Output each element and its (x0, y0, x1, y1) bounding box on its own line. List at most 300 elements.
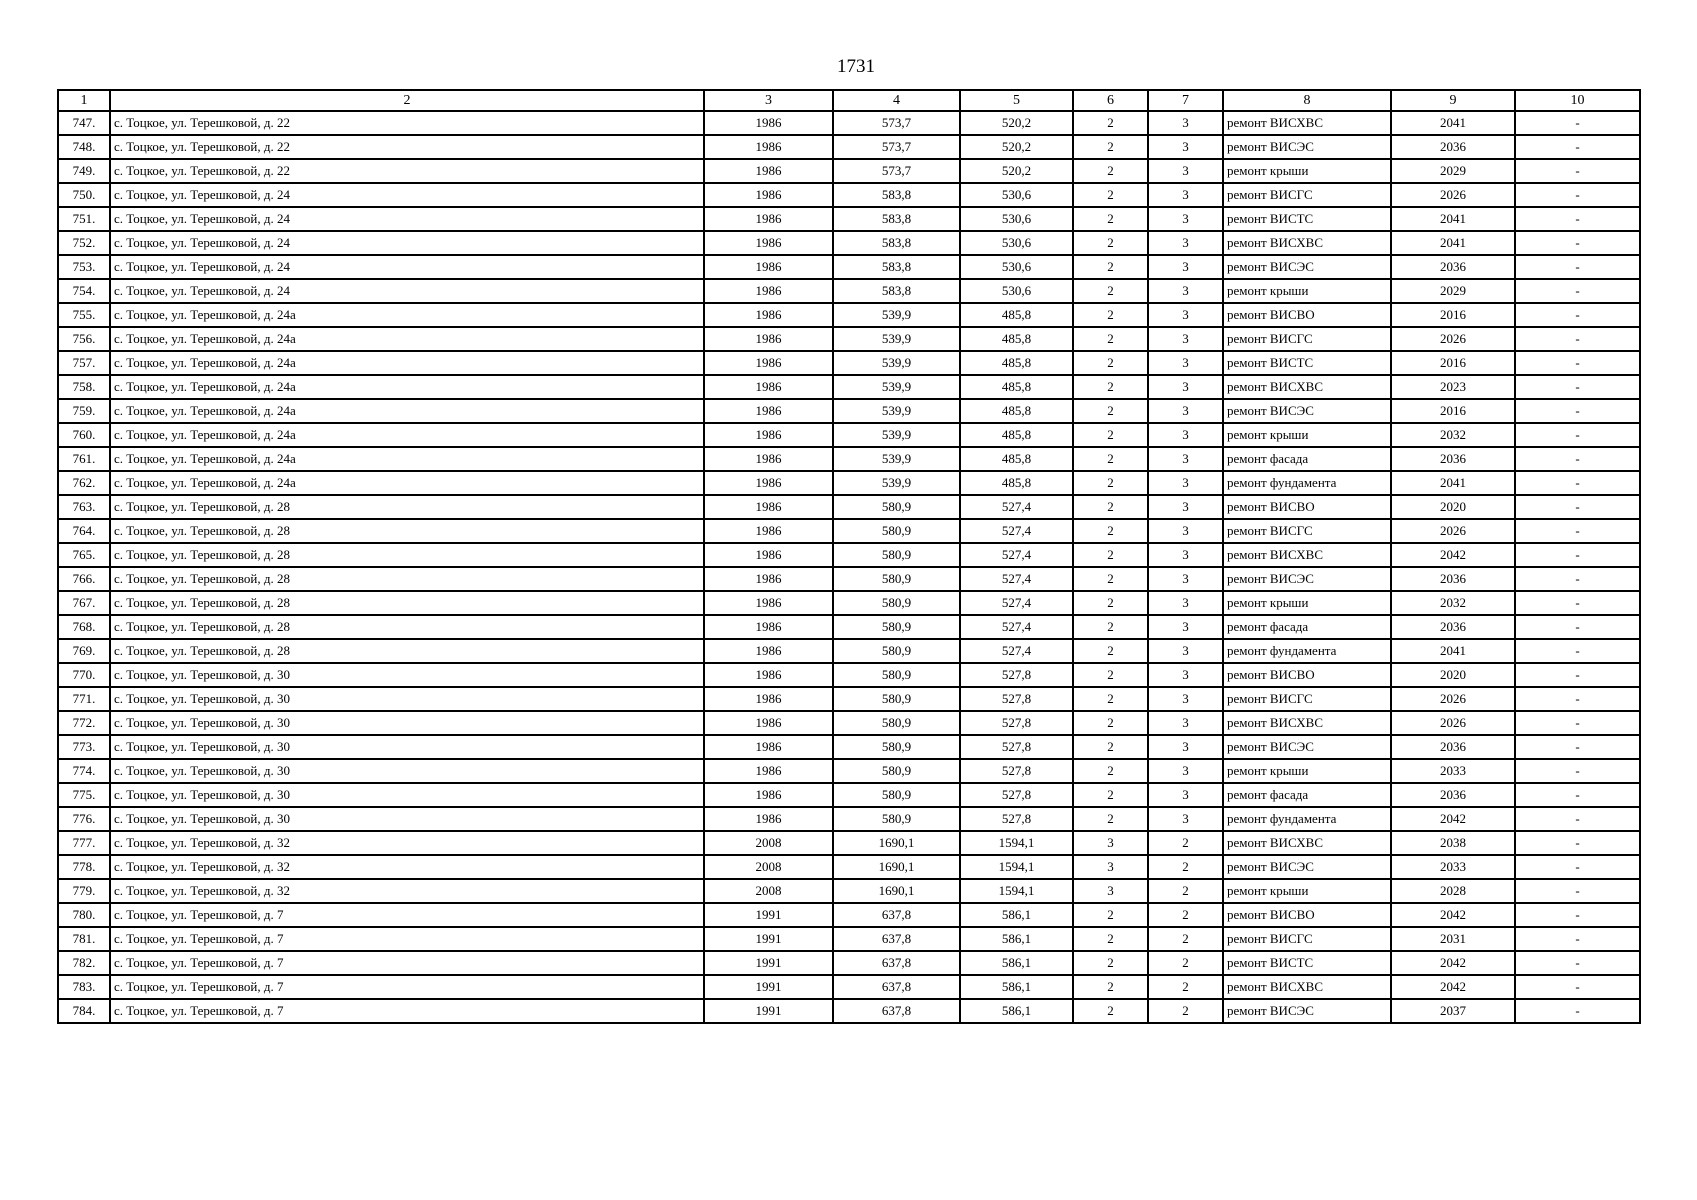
cell-year-planned: 2036 (1391, 615, 1515, 639)
cell-year-planned: 2026 (1391, 327, 1515, 351)
cell-address: с. Тоцкое, ул. Терешковой, д. 24а (110, 351, 704, 375)
cell-note: - (1515, 471, 1640, 495)
table-row (58, 447, 1640, 471)
table-row (58, 639, 1640, 663)
cell-number: 765. (58, 543, 110, 567)
table-row (58, 183, 1640, 207)
cell-year-planned: 2029 (1391, 159, 1515, 183)
cell-total-area: 580,9 (833, 495, 960, 519)
cell-address: с. Тоцкое, ул. Терешковой, д. 28 (110, 495, 704, 519)
table-row (58, 951, 1640, 975)
table-row (58, 159, 1640, 183)
cell-note: - (1515, 327, 1640, 351)
table-header-row (58, 90, 1640, 111)
cell-note: - (1515, 975, 1640, 999)
cell-work-type: ремонт ВИСВО (1223, 303, 1391, 327)
cell-living-area: 530,6 (960, 279, 1073, 303)
cell-number: 777. (58, 831, 110, 855)
cell-living-area: 527,4 (960, 567, 1073, 591)
cell-year-planned: 2036 (1391, 567, 1515, 591)
cell-address: с. Тоцкое, ул. Терешковой, д. 22 (110, 159, 704, 183)
cell-work-type: ремонт крыши (1223, 279, 1391, 303)
cell-year: 1986 (704, 663, 833, 687)
cell-total-area: 580,9 (833, 807, 960, 831)
cell-year: 1986 (704, 639, 833, 663)
cell-year: 1986 (704, 591, 833, 615)
table-row (58, 279, 1640, 303)
cell-total-area: 583,8 (833, 207, 960, 231)
cell-number: 778. (58, 855, 110, 879)
cell-address: с. Тоцкое, ул. Терешковой, д. 28 (110, 615, 704, 639)
cell-number: 771. (58, 687, 110, 711)
cell-year-planned: 2036 (1391, 783, 1515, 807)
cell-year-planned: 2026 (1391, 183, 1515, 207)
cell-year: 1986 (704, 711, 833, 735)
cell-living-area: 485,8 (960, 423, 1073, 447)
cell-total-area: 637,8 (833, 975, 960, 999)
column-header-number: 1 (58, 90, 110, 111)
cell-year-planned: 2038 (1391, 831, 1515, 855)
cell-total-area: 580,9 (833, 663, 960, 687)
cell-number: 775. (58, 783, 110, 807)
cell-floors: 2 (1073, 399, 1148, 423)
cell-work-type: ремонт ВИСГС (1223, 519, 1391, 543)
cell-work-type: ремонт ВИСЭС (1223, 735, 1391, 759)
cell-address: с. Тоцкое, ул. Терешковой, д. 24а (110, 303, 704, 327)
cell-note: - (1515, 447, 1640, 471)
cell-living-area: 485,8 (960, 447, 1073, 471)
cell-year-planned: 2042 (1391, 975, 1515, 999)
cell-number: 780. (58, 903, 110, 927)
cell-year: 1986 (704, 207, 833, 231)
cell-living-area: 485,8 (960, 303, 1073, 327)
table-row (58, 663, 1640, 687)
cell-floors: 2 (1073, 183, 1148, 207)
cell-year-planned: 2036 (1391, 447, 1515, 471)
cell-living-area: 527,8 (960, 807, 1073, 831)
table-row (58, 783, 1640, 807)
cell-entrances: 2 (1148, 975, 1223, 999)
cell-address: с. Тоцкое, ул. Терешковой, д. 30 (110, 735, 704, 759)
cell-living-area: 1594,1 (960, 879, 1073, 903)
cell-year: 1986 (704, 567, 833, 591)
table-row (58, 423, 1640, 447)
cell-floors: 3 (1073, 855, 1148, 879)
table-row (58, 135, 1640, 159)
cell-note: - (1515, 303, 1640, 327)
cell-living-area: 586,1 (960, 927, 1073, 951)
cell-floors: 2 (1073, 543, 1148, 567)
cell-note: - (1515, 567, 1640, 591)
table-row (58, 903, 1640, 927)
cell-address: с. Тоцкое, ул. Терешковой, д. 30 (110, 783, 704, 807)
cell-address: с. Тоцкое, ул. Терешковой, д. 32 (110, 855, 704, 879)
cell-floors: 2 (1073, 495, 1148, 519)
cell-year-planned: 2032 (1391, 423, 1515, 447)
cell-total-area: 1690,1 (833, 831, 960, 855)
cell-year: 1986 (704, 423, 833, 447)
cell-floors: 2 (1073, 783, 1148, 807)
cell-number: 762. (58, 471, 110, 495)
cell-year: 1986 (704, 519, 833, 543)
cell-year: 1991 (704, 951, 833, 975)
cell-floors: 2 (1073, 999, 1148, 1023)
cell-year-planned: 2041 (1391, 231, 1515, 255)
cell-note: - (1515, 903, 1640, 927)
cell-total-area: 573,7 (833, 111, 960, 135)
cell-entrances: 3 (1148, 375, 1223, 399)
cell-address: с. Тоцкое, ул. Терешковой, д. 24а (110, 471, 704, 495)
cell-living-area: 530,6 (960, 231, 1073, 255)
cell-work-type: ремонт ВИСВО (1223, 495, 1391, 519)
cell-floors: 2 (1073, 159, 1148, 183)
cell-number: 784. (58, 999, 110, 1023)
cell-work-type: ремонт фундамента (1223, 471, 1391, 495)
cell-note: - (1515, 759, 1640, 783)
table-row (58, 519, 1640, 543)
cell-number: 768. (58, 615, 110, 639)
table-row (58, 111, 1640, 135)
cell-floors: 2 (1073, 807, 1148, 831)
cell-address: с. Тоцкое, ул. Терешковой, д. 30 (110, 663, 704, 687)
cell-year: 1986 (704, 399, 833, 423)
table-row (58, 231, 1640, 255)
column-header-floors: 6 (1073, 90, 1148, 111)
cell-total-area: 539,9 (833, 399, 960, 423)
cell-work-type: ремонт ВИСЭС (1223, 567, 1391, 591)
cell-total-area: 637,8 (833, 951, 960, 975)
cell-address: с. Тоцкое, ул. Терешковой, д. 24 (110, 231, 704, 255)
cell-work-type: ремонт фасада (1223, 783, 1391, 807)
cell-year-planned: 2016 (1391, 399, 1515, 423)
cell-note: - (1515, 687, 1640, 711)
cell-note: - (1515, 207, 1640, 231)
table-row (58, 759, 1640, 783)
table-row (58, 591, 1640, 615)
cell-entrances: 3 (1148, 399, 1223, 423)
cell-year: 1986 (704, 375, 833, 399)
cell-number: 767. (58, 591, 110, 615)
cell-living-area: 527,8 (960, 735, 1073, 759)
cell-living-area: 485,8 (960, 399, 1073, 423)
cell-floors: 2 (1073, 951, 1148, 975)
cell-note: - (1515, 615, 1640, 639)
cell-year: 1986 (704, 759, 833, 783)
cell-work-type: ремонт ВИСЭС (1223, 855, 1391, 879)
cell-note: - (1515, 399, 1640, 423)
cell-work-type: ремонт крыши (1223, 759, 1391, 783)
cell-number: 752. (58, 231, 110, 255)
table-row (58, 303, 1640, 327)
cell-number: 769. (58, 639, 110, 663)
repair-schedule-table (57, 89, 1641, 1024)
cell-year: 1986 (704, 783, 833, 807)
column-header-address: 2 (110, 90, 704, 111)
cell-living-area: 586,1 (960, 951, 1073, 975)
cell-address: с. Тоцкое, ул. Терешковой, д. 32 (110, 831, 704, 855)
cell-total-area: 637,8 (833, 999, 960, 1023)
table-row (58, 687, 1640, 711)
cell-entrances: 3 (1148, 783, 1223, 807)
cell-entrances: 3 (1148, 519, 1223, 543)
column-header-living-area: 5 (960, 90, 1073, 111)
cell-entrances: 3 (1148, 639, 1223, 663)
table-row (58, 711, 1640, 735)
cell-floors: 2 (1073, 759, 1148, 783)
cell-number: 755. (58, 303, 110, 327)
cell-year-planned: 2041 (1391, 207, 1515, 231)
cell-year-planned: 2023 (1391, 375, 1515, 399)
cell-living-area: 485,8 (960, 471, 1073, 495)
cell-entrances: 3 (1148, 591, 1223, 615)
cell-floors: 2 (1073, 351, 1148, 375)
cell-year-planned: 2042 (1391, 903, 1515, 927)
cell-floors: 2 (1073, 735, 1148, 759)
cell-work-type: ремонт ВИСГС (1223, 687, 1391, 711)
cell-floors: 2 (1073, 567, 1148, 591)
cell-total-area: 539,9 (833, 303, 960, 327)
cell-year: 1991 (704, 927, 833, 951)
table-row (58, 927, 1640, 951)
cell-work-type: ремонт крыши (1223, 879, 1391, 903)
cell-address: с. Тоцкое, ул. Терешковой, д. 24 (110, 255, 704, 279)
cell-entrances: 3 (1148, 759, 1223, 783)
cell-note: - (1515, 855, 1640, 879)
cell-entrances: 2 (1148, 879, 1223, 903)
table-row (58, 855, 1640, 879)
cell-number: 781. (58, 927, 110, 951)
cell-entrances: 3 (1148, 255, 1223, 279)
cell-work-type: ремонт ВИСХВС (1223, 831, 1391, 855)
cell-total-area: 583,8 (833, 255, 960, 279)
cell-address: с. Тоцкое, ул. Терешковой, д. 22 (110, 135, 704, 159)
cell-total-area: 539,9 (833, 471, 960, 495)
cell-floors: 2 (1073, 639, 1148, 663)
cell-note: - (1515, 999, 1640, 1023)
cell-entrances: 3 (1148, 567, 1223, 591)
cell-number: 772. (58, 711, 110, 735)
cell-total-area: 1690,1 (833, 879, 960, 903)
cell-year-planned: 2037 (1391, 999, 1515, 1023)
cell-year: 1986 (704, 471, 833, 495)
cell-total-area: 580,9 (833, 711, 960, 735)
cell-work-type: ремонт ВИСХВС (1223, 111, 1391, 135)
cell-year: 1986 (704, 807, 833, 831)
cell-total-area: 580,9 (833, 687, 960, 711)
cell-year: 1986 (704, 447, 833, 471)
cell-entrances: 2 (1148, 999, 1223, 1023)
cell-living-area: 520,2 (960, 159, 1073, 183)
cell-living-area: 485,8 (960, 351, 1073, 375)
cell-total-area: 580,9 (833, 519, 960, 543)
cell-entrances: 2 (1148, 831, 1223, 855)
cell-note: - (1515, 375, 1640, 399)
cell-floors: 2 (1073, 927, 1148, 951)
cell-total-area: 583,8 (833, 279, 960, 303)
cell-note: - (1515, 663, 1640, 687)
cell-entrances: 3 (1148, 615, 1223, 639)
cell-address: с. Тоцкое, ул. Терешковой, д. 28 (110, 591, 704, 615)
cell-work-type: ремонт ВИСТС (1223, 951, 1391, 975)
cell-number: 750. (58, 183, 110, 207)
cell-work-type: ремонт ВИСВО (1223, 663, 1391, 687)
cell-number: 751. (58, 207, 110, 231)
cell-note: - (1515, 255, 1640, 279)
cell-total-area: 573,7 (833, 159, 960, 183)
cell-year: 1986 (704, 615, 833, 639)
cell-number: 758. (58, 375, 110, 399)
cell-year-planned: 2031 (1391, 927, 1515, 951)
cell-entrances: 3 (1148, 231, 1223, 255)
cell-note: - (1515, 111, 1640, 135)
cell-entrances: 3 (1148, 159, 1223, 183)
cell-entrances: 3 (1148, 447, 1223, 471)
cell-year-planned: 2036 (1391, 135, 1515, 159)
cell-note: - (1515, 351, 1640, 375)
cell-work-type: ремонт ВИСХВС (1223, 543, 1391, 567)
cell-address: с. Тоцкое, ул. Терешковой, д. 24 (110, 207, 704, 231)
cell-total-area: 583,8 (833, 231, 960, 255)
cell-work-type: ремонт фасада (1223, 447, 1391, 471)
cell-address: с. Тоцкое, ул. Терешковой, д. 30 (110, 687, 704, 711)
cell-floors: 2 (1073, 207, 1148, 231)
cell-entrances: 3 (1148, 207, 1223, 231)
cell-floors: 2 (1073, 663, 1148, 687)
cell-year-planned: 2033 (1391, 855, 1515, 879)
cell-address: с. Тоцкое, ул. Терешковой, д. 24а (110, 447, 704, 471)
cell-year-planned: 2029 (1391, 279, 1515, 303)
cell-living-area: 527,4 (960, 615, 1073, 639)
cell-floors: 2 (1073, 711, 1148, 735)
cell-work-type: ремонт ВИСЭС (1223, 999, 1391, 1023)
cell-year-planned: 2016 (1391, 351, 1515, 375)
cell-year: 1986 (704, 255, 833, 279)
cell-total-area: 580,9 (833, 567, 960, 591)
cell-floors: 2 (1073, 279, 1148, 303)
cell-living-area: 527,4 (960, 495, 1073, 519)
table-row (58, 375, 1640, 399)
cell-living-area: 485,8 (960, 375, 1073, 399)
cell-entrances: 3 (1148, 735, 1223, 759)
cell-number: 753. (58, 255, 110, 279)
cell-year-planned: 2036 (1391, 735, 1515, 759)
cell-note: - (1515, 831, 1640, 855)
cell-year-planned: 2042 (1391, 807, 1515, 831)
cell-living-area: 530,6 (960, 255, 1073, 279)
table-row (58, 495, 1640, 519)
cell-entrances: 3 (1148, 135, 1223, 159)
cell-year: 1986 (704, 687, 833, 711)
cell-living-area: 586,1 (960, 903, 1073, 927)
cell-year: 1991 (704, 999, 833, 1023)
cell-living-area: 1594,1 (960, 855, 1073, 879)
cell-entrances: 2 (1148, 951, 1223, 975)
cell-address: с. Тоцкое, ул. Терешковой, д. 28 (110, 639, 704, 663)
cell-note: - (1515, 807, 1640, 831)
cell-floors: 2 (1073, 423, 1148, 447)
table-row (58, 207, 1640, 231)
cell-floors: 3 (1073, 831, 1148, 855)
cell-floors: 2 (1073, 375, 1148, 399)
column-header-year: 3 (704, 90, 833, 111)
cell-year: 1986 (704, 135, 833, 159)
cell-work-type: ремонт ВИСТС (1223, 351, 1391, 375)
cell-work-type: ремонт ВИСХВС (1223, 231, 1391, 255)
cell-entrances: 3 (1148, 111, 1223, 135)
cell-total-area: 583,8 (833, 183, 960, 207)
cell-year: 1991 (704, 903, 833, 927)
cell-entrances: 3 (1148, 303, 1223, 327)
cell-living-area: 520,2 (960, 135, 1073, 159)
cell-note: - (1515, 951, 1640, 975)
page-number: 1731 (837, 56, 875, 77)
cell-total-area: 539,9 (833, 327, 960, 351)
cell-year-planned: 2016 (1391, 303, 1515, 327)
cell-work-type: ремонт фундамента (1223, 807, 1391, 831)
cell-year: 1986 (704, 351, 833, 375)
column-header-total-area: 4 (833, 90, 960, 111)
column-header-entrances: 7 (1148, 90, 1223, 111)
cell-year: 2008 (704, 855, 833, 879)
cell-floors: 2 (1073, 519, 1148, 543)
cell-year: 1986 (704, 111, 833, 135)
cell-number: 776. (58, 807, 110, 831)
cell-year: 1986 (704, 495, 833, 519)
column-header-work-type: 8 (1223, 90, 1391, 111)
cell-living-area: 527,8 (960, 663, 1073, 687)
column-header-year-planned: 9 (1391, 90, 1515, 111)
cell-address: с. Тоцкое, ул. Терешковой, д. 30 (110, 807, 704, 831)
cell-floors: 2 (1073, 111, 1148, 135)
cell-living-area: 527,4 (960, 591, 1073, 615)
cell-floors: 2 (1073, 135, 1148, 159)
cell-total-area: 580,9 (833, 591, 960, 615)
table-row (58, 543, 1640, 567)
cell-total-area: 539,9 (833, 375, 960, 399)
cell-year: 1986 (704, 735, 833, 759)
cell-note: - (1515, 495, 1640, 519)
cell-floors: 2 (1073, 591, 1148, 615)
cell-total-area: 1690,1 (833, 855, 960, 879)
cell-number: 764. (58, 519, 110, 543)
cell-address: с. Тоцкое, ул. Терешковой, д. 24 (110, 279, 704, 303)
cell-work-type: ремонт фундамента (1223, 639, 1391, 663)
cell-address: с. Тоцкое, ул. Терешковой, д. 30 (110, 759, 704, 783)
cell-note: - (1515, 231, 1640, 255)
cell-address: с. Тоцкое, ул. Терешковой, д. 7 (110, 951, 704, 975)
cell-floors: 2 (1073, 471, 1148, 495)
cell-living-area: 485,8 (960, 327, 1073, 351)
cell-total-area: 573,7 (833, 135, 960, 159)
cell-address: с. Тоцкое, ул. Терешковой, д. 24 (110, 183, 704, 207)
cell-address: с. Тоцкое, ул. Терешковой, д. 7 (110, 975, 704, 999)
cell-address: с. Тоцкое, ул. Терешковой, д. 22 (110, 111, 704, 135)
cell-number: 757. (58, 351, 110, 375)
cell-entrances: 3 (1148, 543, 1223, 567)
cell-work-type: ремонт ВИСГС (1223, 327, 1391, 351)
cell-work-type: ремонт ВИСХВС (1223, 375, 1391, 399)
cell-total-area: 580,9 (833, 639, 960, 663)
cell-address: с. Тоцкое, ул. Терешковой, д. 7 (110, 999, 704, 1023)
table-row (58, 975, 1640, 999)
cell-number: 748. (58, 135, 110, 159)
cell-floors: 3 (1073, 879, 1148, 903)
cell-total-area: 637,8 (833, 903, 960, 927)
cell-address: с. Тоцкое, ул. Терешковой, д. 24а (110, 399, 704, 423)
column-header-note: 10 (1515, 90, 1640, 111)
table-row (58, 351, 1640, 375)
cell-living-area: 586,1 (960, 975, 1073, 999)
